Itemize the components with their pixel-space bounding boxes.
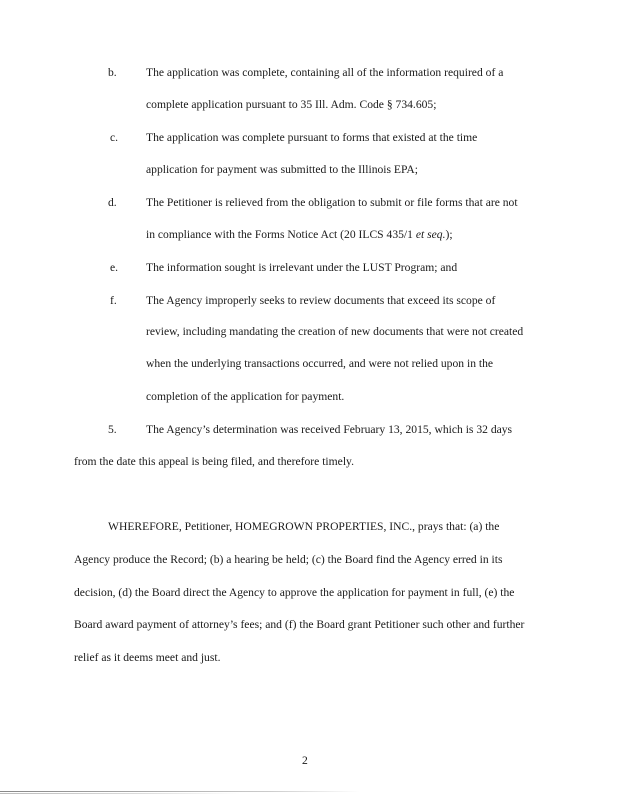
item-c-line-1: The application was complete pursuant to forms that existed at the time: [146, 131, 478, 144]
item-f-line-3: when the underlying transactions occurred, and were not relied upon in the: [146, 357, 494, 370]
item-e-line-1: The information sought is irrelevant under the LUST Program; and: [146, 261, 458, 274]
wherefore-line-4: Board award payment of attorney’s fees; and (f) the Board grant Petitioner such other and further: [74, 618, 525, 631]
scan-edge-line-faint: [0, 793, 240, 794]
scan-edge-line: [0, 791, 360, 792]
item-d-line-2-text: in compliance with the Forms Notice Act (20 ILCS 435/1: [146, 228, 416, 241]
item-f-line-1: The Agency improperly seeks to review documents that exceed its scope of: [146, 294, 496, 307]
item-c-line-2: application for payment was submitted to the Illinois EPA;: [146, 163, 418, 176]
paragraph-5-line-1: The Agency’s determination was received February 13, 2015, which is 32 days: [146, 423, 513, 436]
item-b-line-1: The application was complete, containing all of the information required of a: [146, 66, 504, 79]
item-d-line-2-end: );: [445, 228, 453, 241]
item-d-line-1: The Petitioner is relieved from the obligation to submit or file forms that are not: [146, 196, 518, 209]
item-d-label: d.: [108, 196, 117, 209]
wherefore-line-2: Agency produce the Record; (b) a hearing be held; (c) the Board find the Agency erred in its: [74, 553, 503, 566]
item-d-et-seq: et seq.: [415, 228, 446, 241]
item-b-line-2: complete application pursuant to 35 Ill. Adm. Code § 734.605;: [146, 98, 437, 111]
item-f-line-2: review, including mandating the creation of new documents that were not created: [146, 325, 524, 338]
item-b-label: b.: [108, 66, 117, 79]
item-d-line-2: [146, 228, 453, 242]
page-number: 2: [302, 754, 308, 767]
paragraph-5-line-2: from the date this appeal is being filed, and therefore timely.: [74, 455, 354, 468]
item-c-label: c.: [110, 131, 119, 144]
item-e-label: e.: [110, 261, 119, 274]
wherefore-line-3: decision, (d) the Board direct the Agency to approve the application for payment in full, (e) the: [74, 586, 515, 599]
paragraph-5-label: 5.: [108, 423, 117, 436]
wherefore-line-1: WHEREFORE, Petitioner, HOMEGROWN PROPERTIES, INC., prays that: (a) the: [108, 520, 500, 533]
item-f-label: f.: [110, 294, 117, 307]
item-f-line-4: completion of the application for payment.: [146, 390, 345, 403]
wherefore-line-5: relief as it deems meet and just.: [74, 651, 221, 664]
